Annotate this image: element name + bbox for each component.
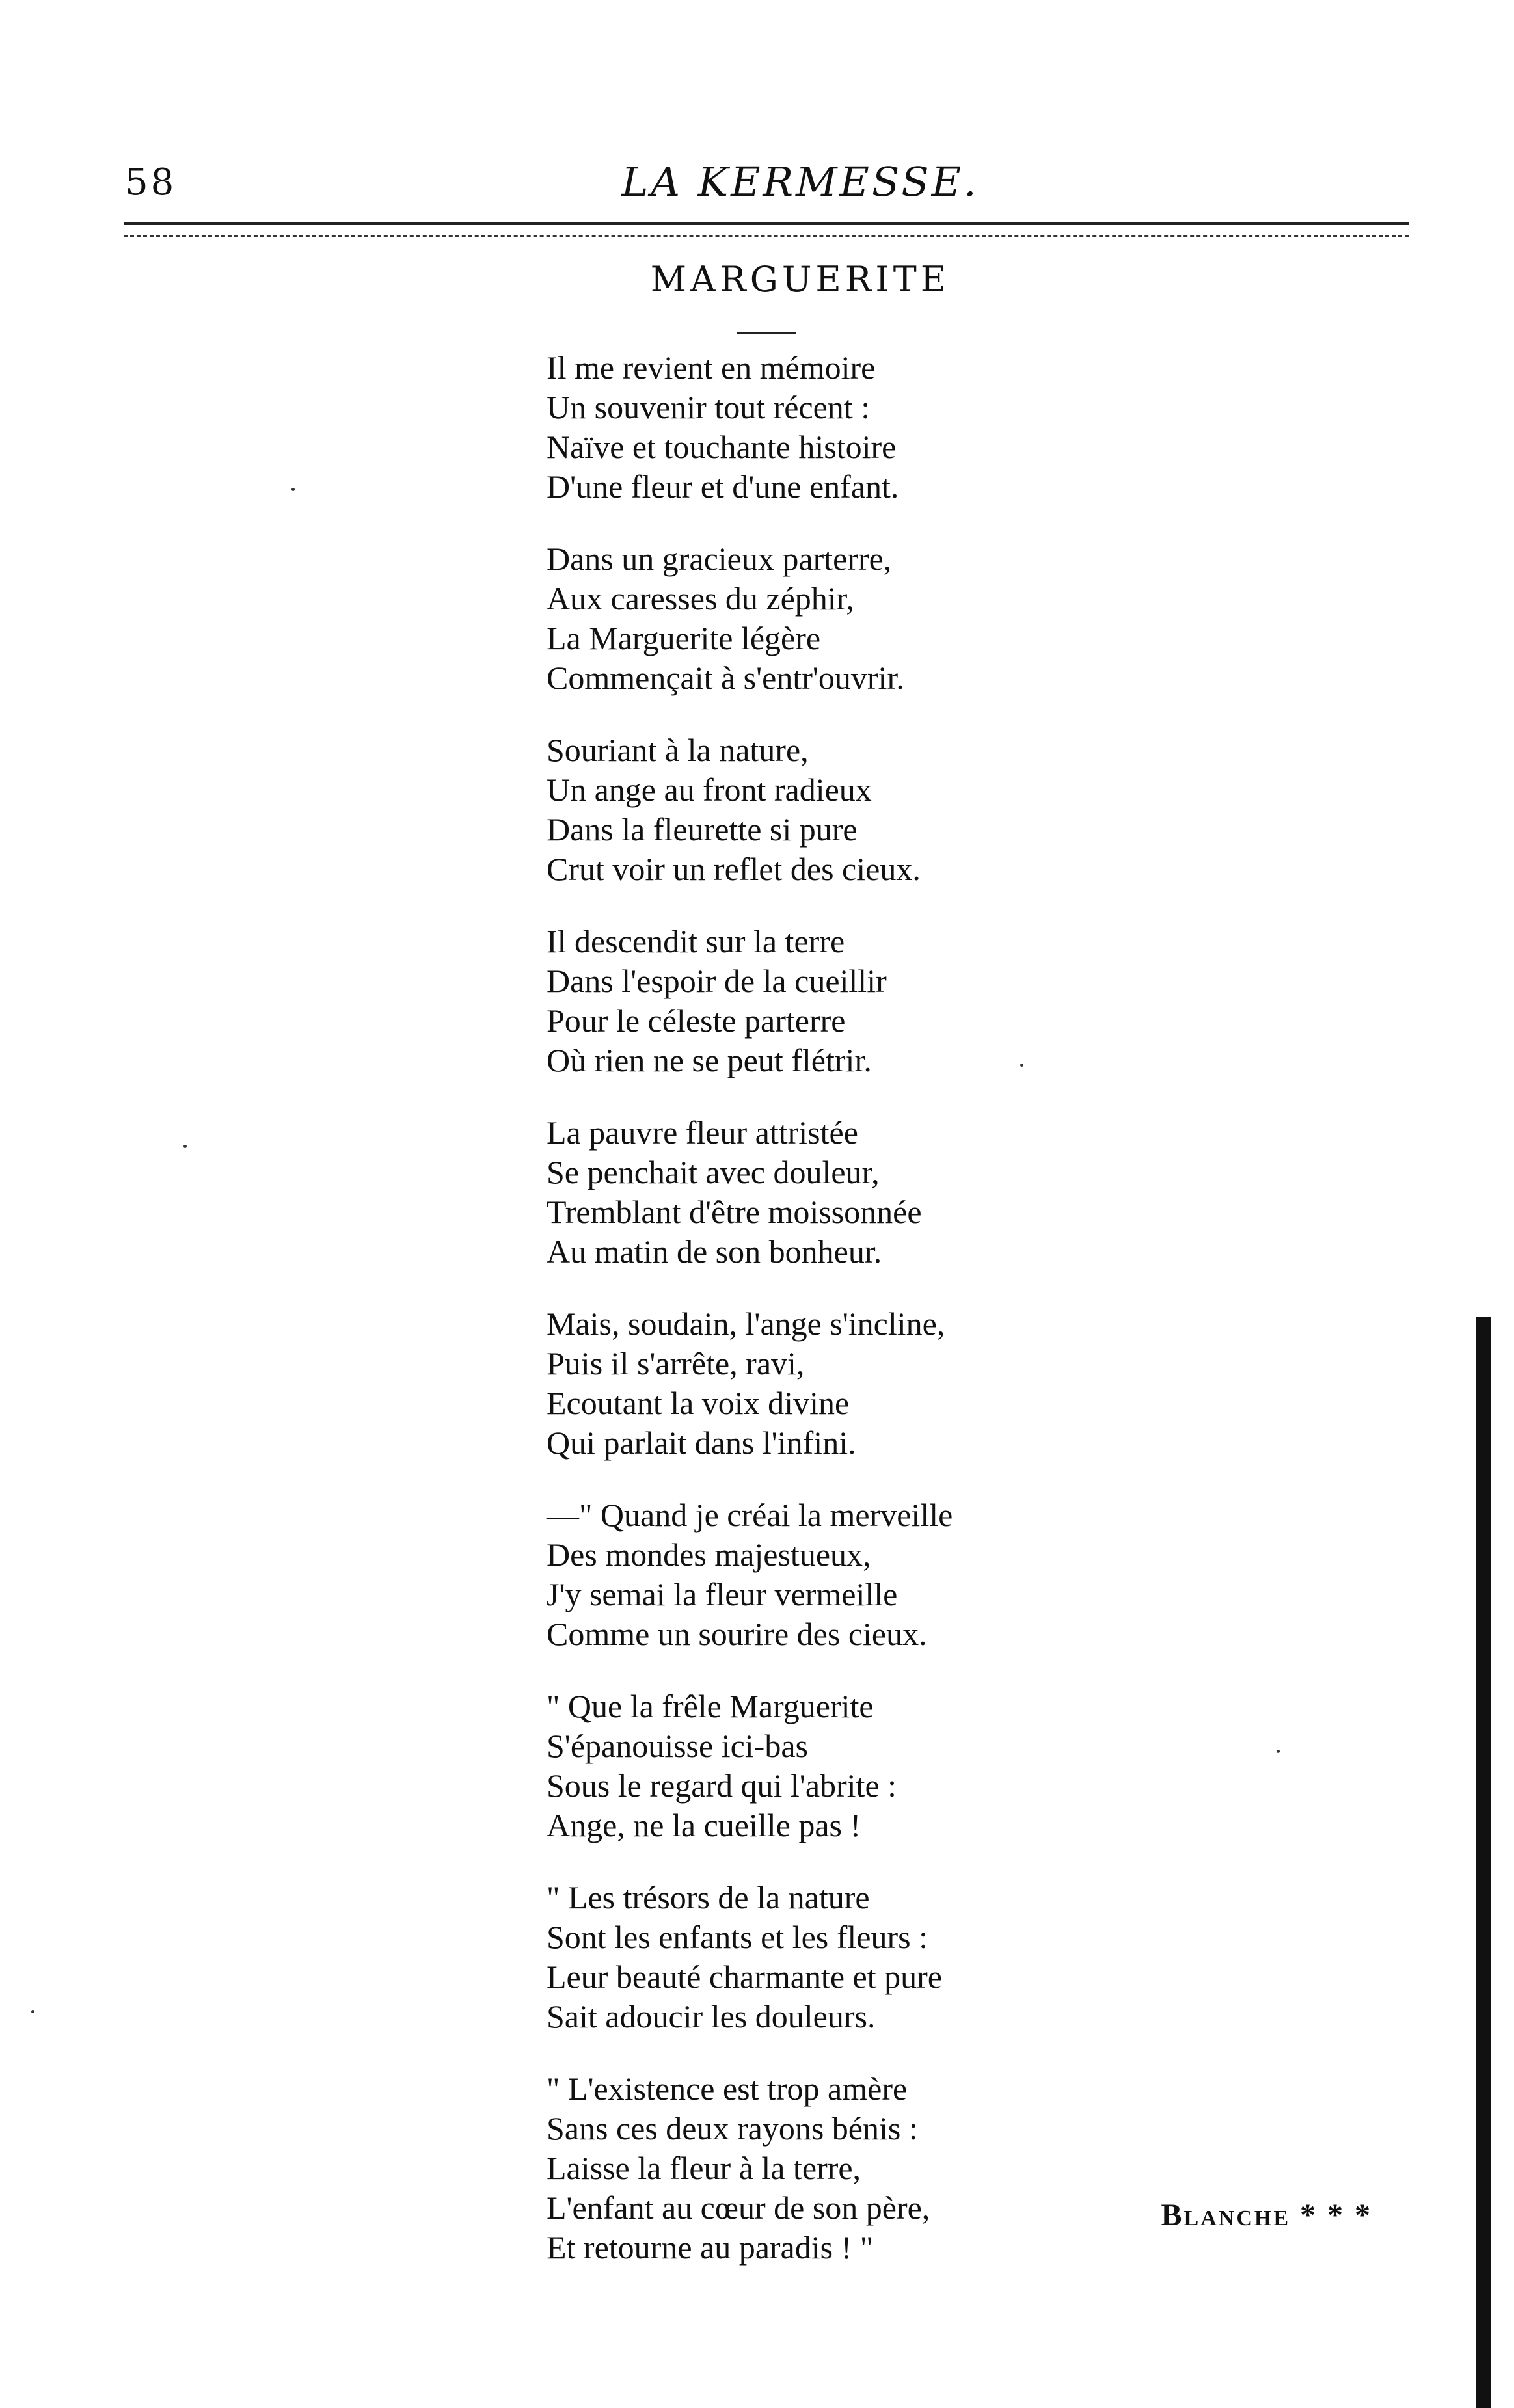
poem-line: Pour le céleste parterre bbox=[547, 1002, 846, 1039]
poem-line: Puis il s'arrête, ravi, bbox=[547, 1345, 805, 1382]
poem-line: S'épanouisse ici-bas bbox=[547, 1728, 808, 1764]
header-rule-dashed bbox=[124, 235, 1409, 237]
poem-line: Ange, ne la cueille pas ! bbox=[547, 1807, 861, 1843]
poem-line: Un ange au front radieux bbox=[547, 771, 872, 808]
page-number: 58 bbox=[125, 161, 177, 204]
poem-line: Sous le regard qui l'abrite : bbox=[547, 1767, 897, 1804]
poem-line: Souriant à la nature, bbox=[547, 732, 809, 768]
title-dash bbox=[737, 332, 796, 334]
poem-line: Il me revient en mémoire bbox=[547, 349, 876, 386]
poem-line: Aux caresses du zéphir, bbox=[547, 580, 854, 617]
poem-line: Se penchait avec douleur, bbox=[547, 1154, 880, 1190]
poem-line: " L'existence est trop amère bbox=[547, 2070, 908, 2107]
poem-line: Un souvenir tout récent : bbox=[547, 389, 871, 425]
stanza bbox=[547, 348, 1262, 507]
poem-title: MARGUERITE bbox=[650, 259, 951, 300]
poem-line: Au matin de son bonheur. bbox=[547, 1233, 882, 1270]
poem-line: Dans l'espoir de la cueillir bbox=[547, 963, 887, 999]
poem-line: Des mondes majestueux, bbox=[547, 1536, 871, 1573]
speck bbox=[291, 488, 295, 491]
poem-line: Mais, soudain, l'ange s'incline, bbox=[547, 1305, 945, 1342]
poem-line: Ecoutant la voix divine bbox=[547, 1385, 850, 1421]
stanza bbox=[547, 539, 1262, 698]
poem-line: " Que la frêle Marguerite bbox=[547, 1688, 874, 1724]
poem-line: D'une fleur et d'une enfant. bbox=[547, 468, 899, 505]
poem-line: La Marguerite légère bbox=[547, 620, 821, 656]
speck bbox=[1020, 1064, 1023, 1067]
signature: Blanche * * * bbox=[1161, 2198, 1372, 2232]
stanza bbox=[547, 1687, 1262, 1845]
poem-line: Crut voir un reflet des cieux. bbox=[547, 851, 921, 887]
poem-line: La pauvre fleur attristée bbox=[547, 1114, 858, 1151]
poem-body bbox=[547, 348, 1262, 2300]
poem-line: Commençait à s'entr'ouvrir. bbox=[547, 660, 904, 696]
poem-line: Sait adoucir les douleurs. bbox=[547, 1998, 876, 2035]
poem-line: Il descendit sur la terre bbox=[547, 923, 845, 959]
poem-line: Sont les enfants et les fleurs : bbox=[547, 1919, 928, 1955]
stanza bbox=[547, 2069, 1262, 2268]
poem-line: J'y semai la fleur vermeille bbox=[547, 1576, 898, 1612]
page-edge-shadow bbox=[1476, 1317, 1491, 2408]
poem-line: L'enfant au cœur de son père, bbox=[547, 2189, 930, 2226]
speck bbox=[1277, 1750, 1280, 1753]
poem-line: Tremblant d'être moissonnée bbox=[547, 1194, 922, 1230]
stanza bbox=[547, 1495, 1262, 1654]
stanza bbox=[547, 1113, 1262, 1272]
poem-line: Laisse la fleur à la terre, bbox=[547, 2150, 861, 2186]
poem-line: Dans un gracieux parterre, bbox=[547, 541, 892, 577]
poem-line: —" Quand je créai la merveille bbox=[547, 1497, 953, 1533]
running-title: LA KERMESSE. bbox=[621, 158, 979, 206]
poem-line: Où rien ne se peut flétrir. bbox=[547, 1042, 872, 1078]
speck bbox=[31, 2010, 34, 2013]
poem-line: Dans la fleurette si pure bbox=[547, 811, 858, 848]
stanza bbox=[547, 1304, 1262, 1463]
stanza bbox=[547, 1878, 1262, 2037]
poem-line: Comme un sourire des cieux. bbox=[547, 1616, 927, 1652]
speck bbox=[183, 1145, 187, 1148]
poem-line: Et retourne au paradis ! " bbox=[547, 2229, 874, 2266]
stanza bbox=[547, 730, 1262, 889]
poem-line: " Les trésors de la nature bbox=[547, 1879, 870, 1916]
poem-line: Leur beauté charmante et pure bbox=[547, 1959, 942, 1995]
poem-line: Sans ces deux rayons bénis : bbox=[547, 2110, 918, 2147]
stanza bbox=[547, 922, 1262, 1080]
header-rule bbox=[124, 222, 1409, 225]
poem-line: Qui parlait dans l'infini. bbox=[547, 1425, 856, 1461]
poem-line: Naïve et touchante histoire bbox=[547, 429, 897, 465]
